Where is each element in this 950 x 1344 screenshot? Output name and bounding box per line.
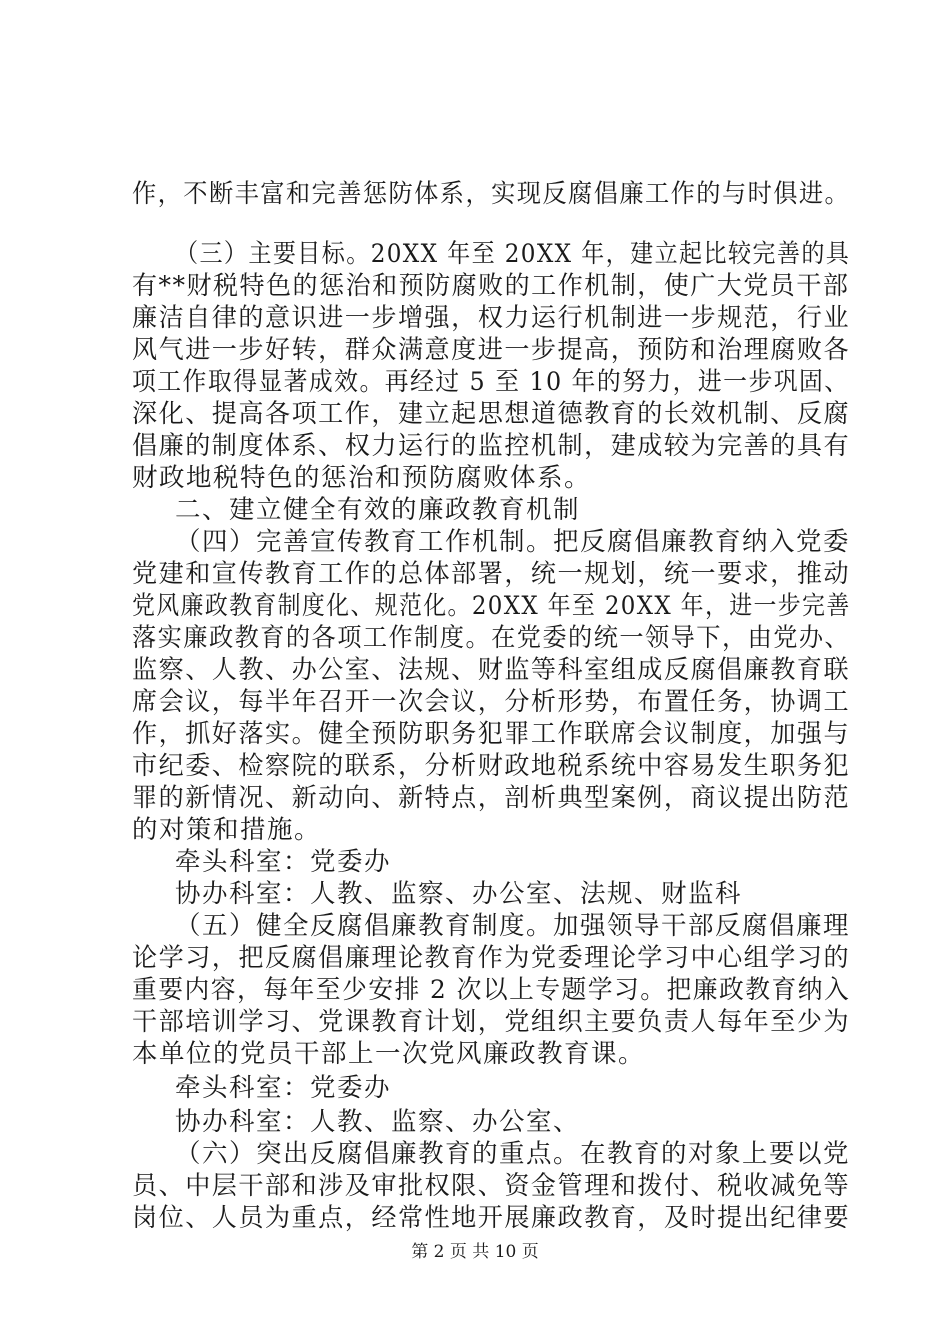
assist-department: 协办科室：人教、监察、办公室、法规、财监科 (175, 879, 743, 909)
text-line: （四）完善宣传教育工作机制。把反腐倡廉教育纳入党委 (175, 527, 851, 557)
lead-department: 牵头科室：党委办 (175, 847, 392, 877)
text-line: 深化、提高各项工作，建立起思想道德教育的长效机制、反腐 (132, 399, 851, 429)
text-line: 席会议，每半年召开一次会议，分析形势，布置任务，协调工 (132, 687, 851, 717)
text-line: （五）健全反腐倡廉教育制度。加强领导干部反腐倡廉理 (175, 911, 851, 941)
text-line: （六）突出反腐倡廉教育的重点。在教育的对象上要以党 (175, 1139, 851, 1169)
page-number: 第 2 页 共 10 页 (411, 1242, 539, 1262)
text-line: 落实廉政教育的各项工作制度。在党委的统一领导下，由党办、 (132, 623, 851, 653)
assist-department: 协办科室：人教、监察、办公室、 (175, 1107, 581, 1137)
text-line: 论学习，把反腐倡廉理论教育作为党委理论学习中心组学习的 (132, 943, 851, 973)
text-line: 本单位的党员干部上一次党风廉政教育课。 (132, 1039, 646, 1069)
text-line: 财政地税特色的惩治和预防腐败体系。 (132, 463, 592, 493)
text-line: 干部培训学习、党课教育计划，党组织主要负责人每年至少为 (132, 1007, 851, 1037)
text-line: 廉洁自律的意识进一步增强，权力运行机制进一步规范，行业 (132, 303, 851, 333)
text-line: 罪的新情况、新动向、新特点，剖析典型案例，商议提出防范 (132, 783, 851, 813)
text-line: 作，不断丰富和完善惩防体系，实现反腐倡廉工作的与时俱进。 (132, 179, 851, 209)
text-line: 倡廉的制度体系、权力运行的监控机制，建成较为完善的具有 (132, 431, 851, 461)
text-line: 市纪委、检察院的联系，分析财政地税系统中容易发生职务犯 (132, 751, 851, 781)
text-line: 监察、人教、办公室、法规、财监等科室组成反腐倡廉教育联 (132, 655, 851, 685)
section-heading: 二、建立健全有效的廉政教育机制 (175, 495, 581, 525)
text-line: 重要内容，每年至少安排 2 次以上专题学习。把廉政教育纳入 (132, 975, 851, 1005)
text-line: 党建和宣传教育工作的总体部署，统一规划，统一要求，推动 (132, 559, 851, 589)
text-line: 员、中层干部和涉及审批权限、资金管理和拨付、税收减免等 (132, 1171, 851, 1201)
text-line: 岗位、人员为重点，经常性地开展廉政教育，及时提出纪律要 (132, 1203, 851, 1233)
text-line: （三）主要目标。20XX 年至 20XX 年，建立起比较完善的具 (175, 239, 851, 269)
text-line: 的对策和措施。 (132, 815, 322, 845)
lead-department: 牵头科室：党委办 (175, 1073, 392, 1103)
text-line: 党风廉政教育制度化、规范化。20XX 年至 20XX 年，进一步完善 (132, 591, 851, 621)
text-line: 有**财税特色的惩治和预防腐败的工作机制，使广大党员干部 (132, 271, 850, 301)
text-line: 项工作取得显著成效。再经过 5 至 10 年的努力，进一步巩固、 (132, 367, 850, 397)
text-line: 作，抓好落实。健全预防职务犯罪工作联席会议制度，加强与 (132, 719, 851, 749)
text-line: 风气进一步好转，群众满意度进一步提高，预防和治理腐败各 (132, 335, 851, 365)
